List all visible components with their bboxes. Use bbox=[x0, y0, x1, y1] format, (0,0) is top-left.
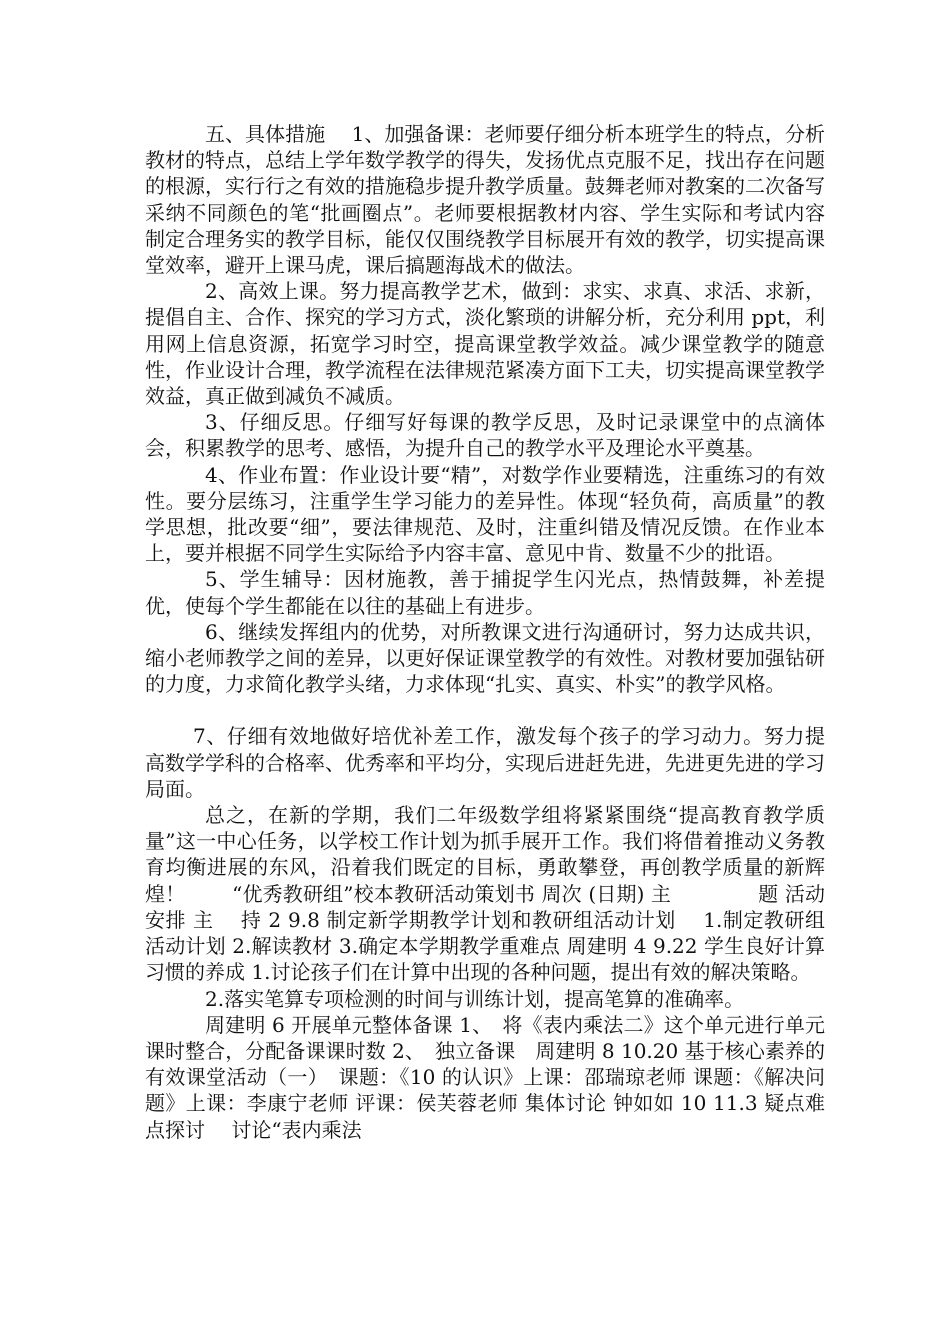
paragraph-remedial-work: 7、仔细有效地做好培优补差工作，激发每个孩子的学习动力。努力提高数学学科的合格率、优秀率和平均分，实现后进赶先进，先进更先进的学习局面。 bbox=[145, 724, 825, 801]
paragraph-group-strengths: 6、继续发挥组内的优势，对所教课文进行沟通研讨，努力达成共识，缩小老师教学之间的差异，以更好保证课堂教学的有效性。对教材要加强钻研的力度，力求简化教学头绪，力求体现“扎实、真实、朴实”的教学风格。 bbox=[145, 619, 825, 697]
paragraph-spacer bbox=[145, 697, 825, 723]
document-body bbox=[145, 121, 825, 1143]
paragraph-written-calculation: 2.落实笔算专项检测的时间与训练计划，提高笔算的准确率。 bbox=[205, 986, 745, 1011]
paragraph-unit-planning: 周建明 6 开展单元整体备课 1、 将《表内乘法二》这个单元进行单元课时整合，分配备课课时数 2、 独立备课 周建明 8 10.20 基于核心素养的有效课堂活动（一） 课题：《10 的认识》上课：邵瑞琼老师 课题：《解决问题》上课：李康宁老师 评课：侯芙蓉老师 集体讨论 钟如如 10 11.3 疑点难点探讨 讨论“表内乘法 bbox=[145, 1012, 825, 1142]
paragraph-efficient-class: 2、高效上课。努力提高教学艺术，做到：求实、求真、求活、求新，提倡自主、合作、探究的学习方式，淡化繁琐的讲解分析，充分利用 ppt，利用网上信息资源，拓宽学习时空，提高课堂教学效益。减少课堂教学的随意性，作业设计合理，教学流程在法律规范紧凑方面下工夫，切实提高课堂教学效益，真正做到减负不减质。 bbox=[145, 279, 825, 409]
paragraph-homework: 4、作业布置：作业设计要“精”，对数学作业要精选，注重练习的有效性。要分层练习，注重学生学习能力的差异性。体现“轻负荷，高质量”的教学思想，批改要“细”，要法律规范、及时，注重纠错及情况反馈。在作业本上，要并根据不同学生实际给予内容丰富、意见中肯、数量不少的批语。 bbox=[145, 462, 825, 566]
paragraph-summary-and-plan: 总之，在新的学期，我们二年级数学组将紧紧围绕“提高教育教学质量”这一中心任务，以学校工作计划为抓手展开工作。我们将借着推动义务教育均衡进展的东风，沿着我们既定的目标，勇敢攀登，再创教学质量的新辉煌！ “优秀教研组”校本教研活动策划书 周次 (日期) 主 题 活动安排 主 持 2 9.8 制定新学期教学计划和教研组活动计划 1.制定教研组活动计划 2.解读教材 3.确定本学期教学重难点 周建明 4 9.22 学生良好计算习惯的养成 1.讨论孩子们在计算中出现的各种问题，提出有效的解决策略。 bbox=[145, 803, 825, 985]
paragraph-reflection: 3、仔细反思。仔细写好每课的教学反思，及时记录课堂中的点滴体会，积累教学的思考、感悟，为提升自己的教学水平及理论水平奠基。 bbox=[145, 410, 825, 461]
paragraph-tutoring: 5、学生辅导：因材施教，善于捕捉学生闪光点，热情鼓舞，补差提优，使每个学生都能在以往的基础上有进步。 bbox=[145, 567, 825, 618]
paragraph-measures-lesson-prep: 五、具体措施 1、加强备课：老师要仔细分析本班学生的特点，分析教材的特点，总结上学年数学教学的得失，发扬优点克服不足，找出存在问题的根源，实行行之有效的措施稳步提升教学质量。鼓舞老师对教案的二次备写采纳不同颜色的笔“批画圈点”。老师要根据教材内容、学生实际和考试内容制定合理务实的教学目标，能仅仅围绕教学目标展开有效的教学，切实提高课堂效率，避开上课马虎，课后搞题海战术的做法。 bbox=[145, 122, 825, 278]
